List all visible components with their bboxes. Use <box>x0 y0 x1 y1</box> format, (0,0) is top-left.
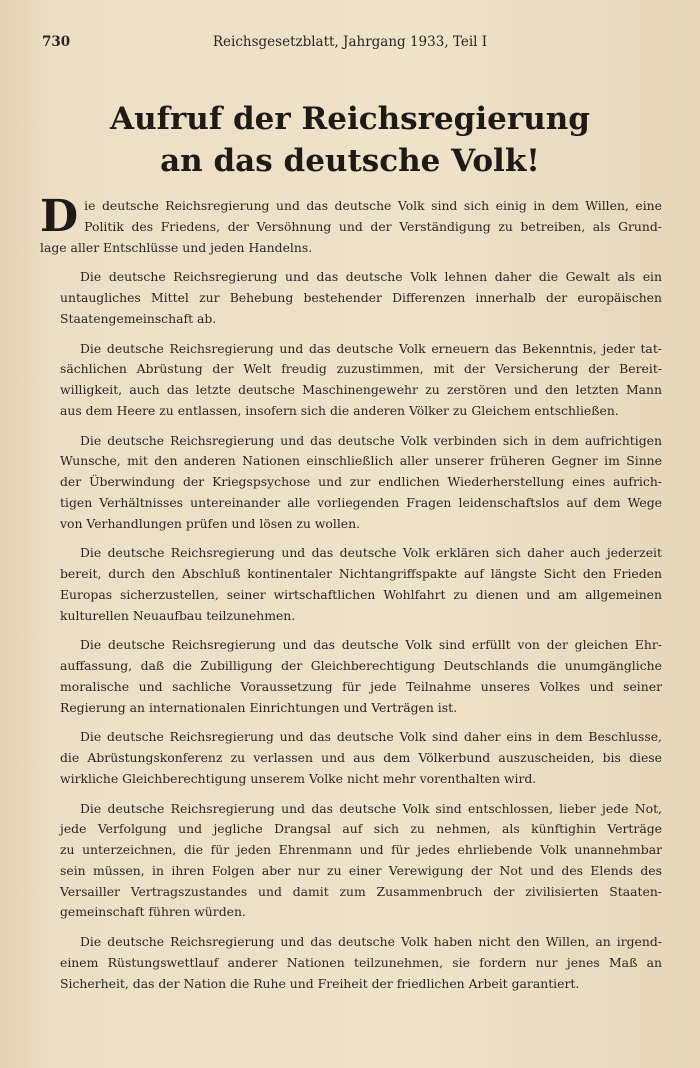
text-line: moralische und sachliche Voraussetzung für jede Teilnahme unseres Volkes und seiner <box>60 678 662 694</box>
text-line: ie deutsche Reichsregierung und das deutsche Volk sind sich einig in dem Willen, eine <box>84 198 662 213</box>
text-line: sächlichen Abrüstung der Welt freudig zuzustimmen, mit der Versicherung der Bereit- <box>60 361 662 377</box>
text-line: Die deutsche Reichsregierung und das deutsche Volk verbinden sich in dem aufrichtigen <box>80 432 662 448</box>
text-line: Sicherheit, das der Nation die Ruhe und Freiheit der friedlichen Arbeit garantiert. <box>60 975 580 991</box>
text-line: Die deutsche Reichsregierung und das deutsche Volk sind erfüllt von der gleichen Ehr- <box>80 637 662 653</box>
paragraph <box>40 543 662 626</box>
page-number: 730 <box>42 34 71 50</box>
text-line: der Überwindung der Kriegspsychose und zur endlichen Wiederherstellung eines aufrich- <box>60 474 662 489</box>
title-line-2: an das deutsche Volk! <box>160 143 540 179</box>
text-line: willigkeit, auch das letzte deutsche Maschinengewehr zu zerstören und den letzten Mann <box>60 382 662 397</box>
paragraph <box>40 635 662 718</box>
text-line: Politik des Friedens, der Versöhnung und der Verständigung zu betreiben, als Grund- <box>84 218 662 234</box>
paragraph <box>40 267 662 329</box>
text-line: Die deutsche Reichsregierung und das deutsche Volk sind daher eins in dem Beschlusse, <box>80 729 662 745</box>
text-line: Die deutsche Reichsregierung und das deutsche Volk erklären sich daher auch jederzeit <box>80 545 662 561</box>
page-header <box>38 34 662 56</box>
proclamation-title <box>40 98 660 182</box>
text-line: Wunsche, mit den anderen Nationen einschließlich aller unserer früheren Gegner im Sinne <box>60 453 662 469</box>
proclamation-body <box>40 191 662 994</box>
drop-cap: D <box>40 191 79 242</box>
title-line-1: Aufruf der Reichsregierung <box>110 101 590 137</box>
text-line: Die deutsche Reichsregierung und das deutsche Volk sind entschlossen, lieber jede Not, <box>80 800 662 816</box>
text-line: Die deutsche Reichsregierung und das deutsche Volk erneuern das Bekenntnis, jeder tat- <box>80 340 662 356</box>
text-line: Die deutsche Reichsregierung und das deutsche Volk lehnen daher die Gewalt als ein <box>80 269 662 285</box>
text-line: kulturellen Neuaufbau teilzunehmen. <box>60 607 296 623</box>
paragraph <box>40 431 662 535</box>
running-head: Reichsgesetzblatt, Jahrgang 1933, Teil I <box>212 34 488 50</box>
text-line: aus dem Heere zu entlassen, insofern sich die anderen Völker zu Gleichem entschließen. <box>60 402 619 418</box>
text-line: einem Rüstungswettlauf anderer Nationen teilzunehmen, sie fordern nur jenes Maß an <box>60 954 662 970</box>
text-line: Europas sicherzustellen, seiner wirtschaftlichen Wohlfahrt zu dienen und am allgemeinen <box>60 586 662 602</box>
text-line: Die deutsche Reichsregierung und das deutsche Volk haben nicht den Willen, an irgend- <box>80 934 662 949</box>
text-line: zu unterzeichnen, die für jeden Ehrenmann und für jedes ehrliebende Volk unannehmbar <box>60 842 662 857</box>
text-line: lage aller Entschlüsse und jeden Handelns. <box>40 239 313 255</box>
text-line: sein müssen, in ihren Folgen aber nur zu einer Verewigung der Not und des Elends des <box>60 862 662 878</box>
text-line: tigen Verhältnisses untereinander alle vorliegenden Fragen leidenschaftslos auf dem Wege <box>60 494 662 510</box>
text-line: wirkliche Gleichberechtigung unserem Volke nicht mehr vorenthalten wird. <box>60 770 537 786</box>
text-line: untaugliches Mittel zur Behebung bestehender Differenzen innerhalb der europäischen <box>60 290 662 305</box>
text-line: von Verhandlungen prüfen und lösen zu wollen. <box>60 515 361 531</box>
paragraph <box>40 727 662 789</box>
paragraph <box>40 932 662 994</box>
text-line: gemeinschaft führen würden. <box>60 904 246 920</box>
paragraph <box>40 339 662 422</box>
text-line: die Abrüstungskonferenz zu verlassen und aus dem Völkerbund auszuscheiden, bis diese <box>60 750 662 765</box>
text-line: jede Verfolgung und jegliche Drangsal auf sich zu nehmen, als künftighin Verträge <box>60 821 662 837</box>
text-line: auffassung, daß die Zubilligung der Gleichberechtigung Deutschlands die unumgängliche <box>60 658 662 673</box>
paragraph <box>40 191 662 258</box>
text-line: Regierung an internationalen Einrichtungen und Verträgen ist. <box>60 699 458 715</box>
text-line: bereit, durch den Abschluß kontinentaler Nichtangriffspakte auf längste Sicht den Frieden <box>60 566 662 581</box>
text-line: Versailler Vertragszustandes und damit zum Zusammenbruch der zivilisierten Staaten- <box>60 883 662 899</box>
text-line: Staatengemeinschaft ab. <box>60 310 217 326</box>
paragraph <box>40 799 662 924</box>
